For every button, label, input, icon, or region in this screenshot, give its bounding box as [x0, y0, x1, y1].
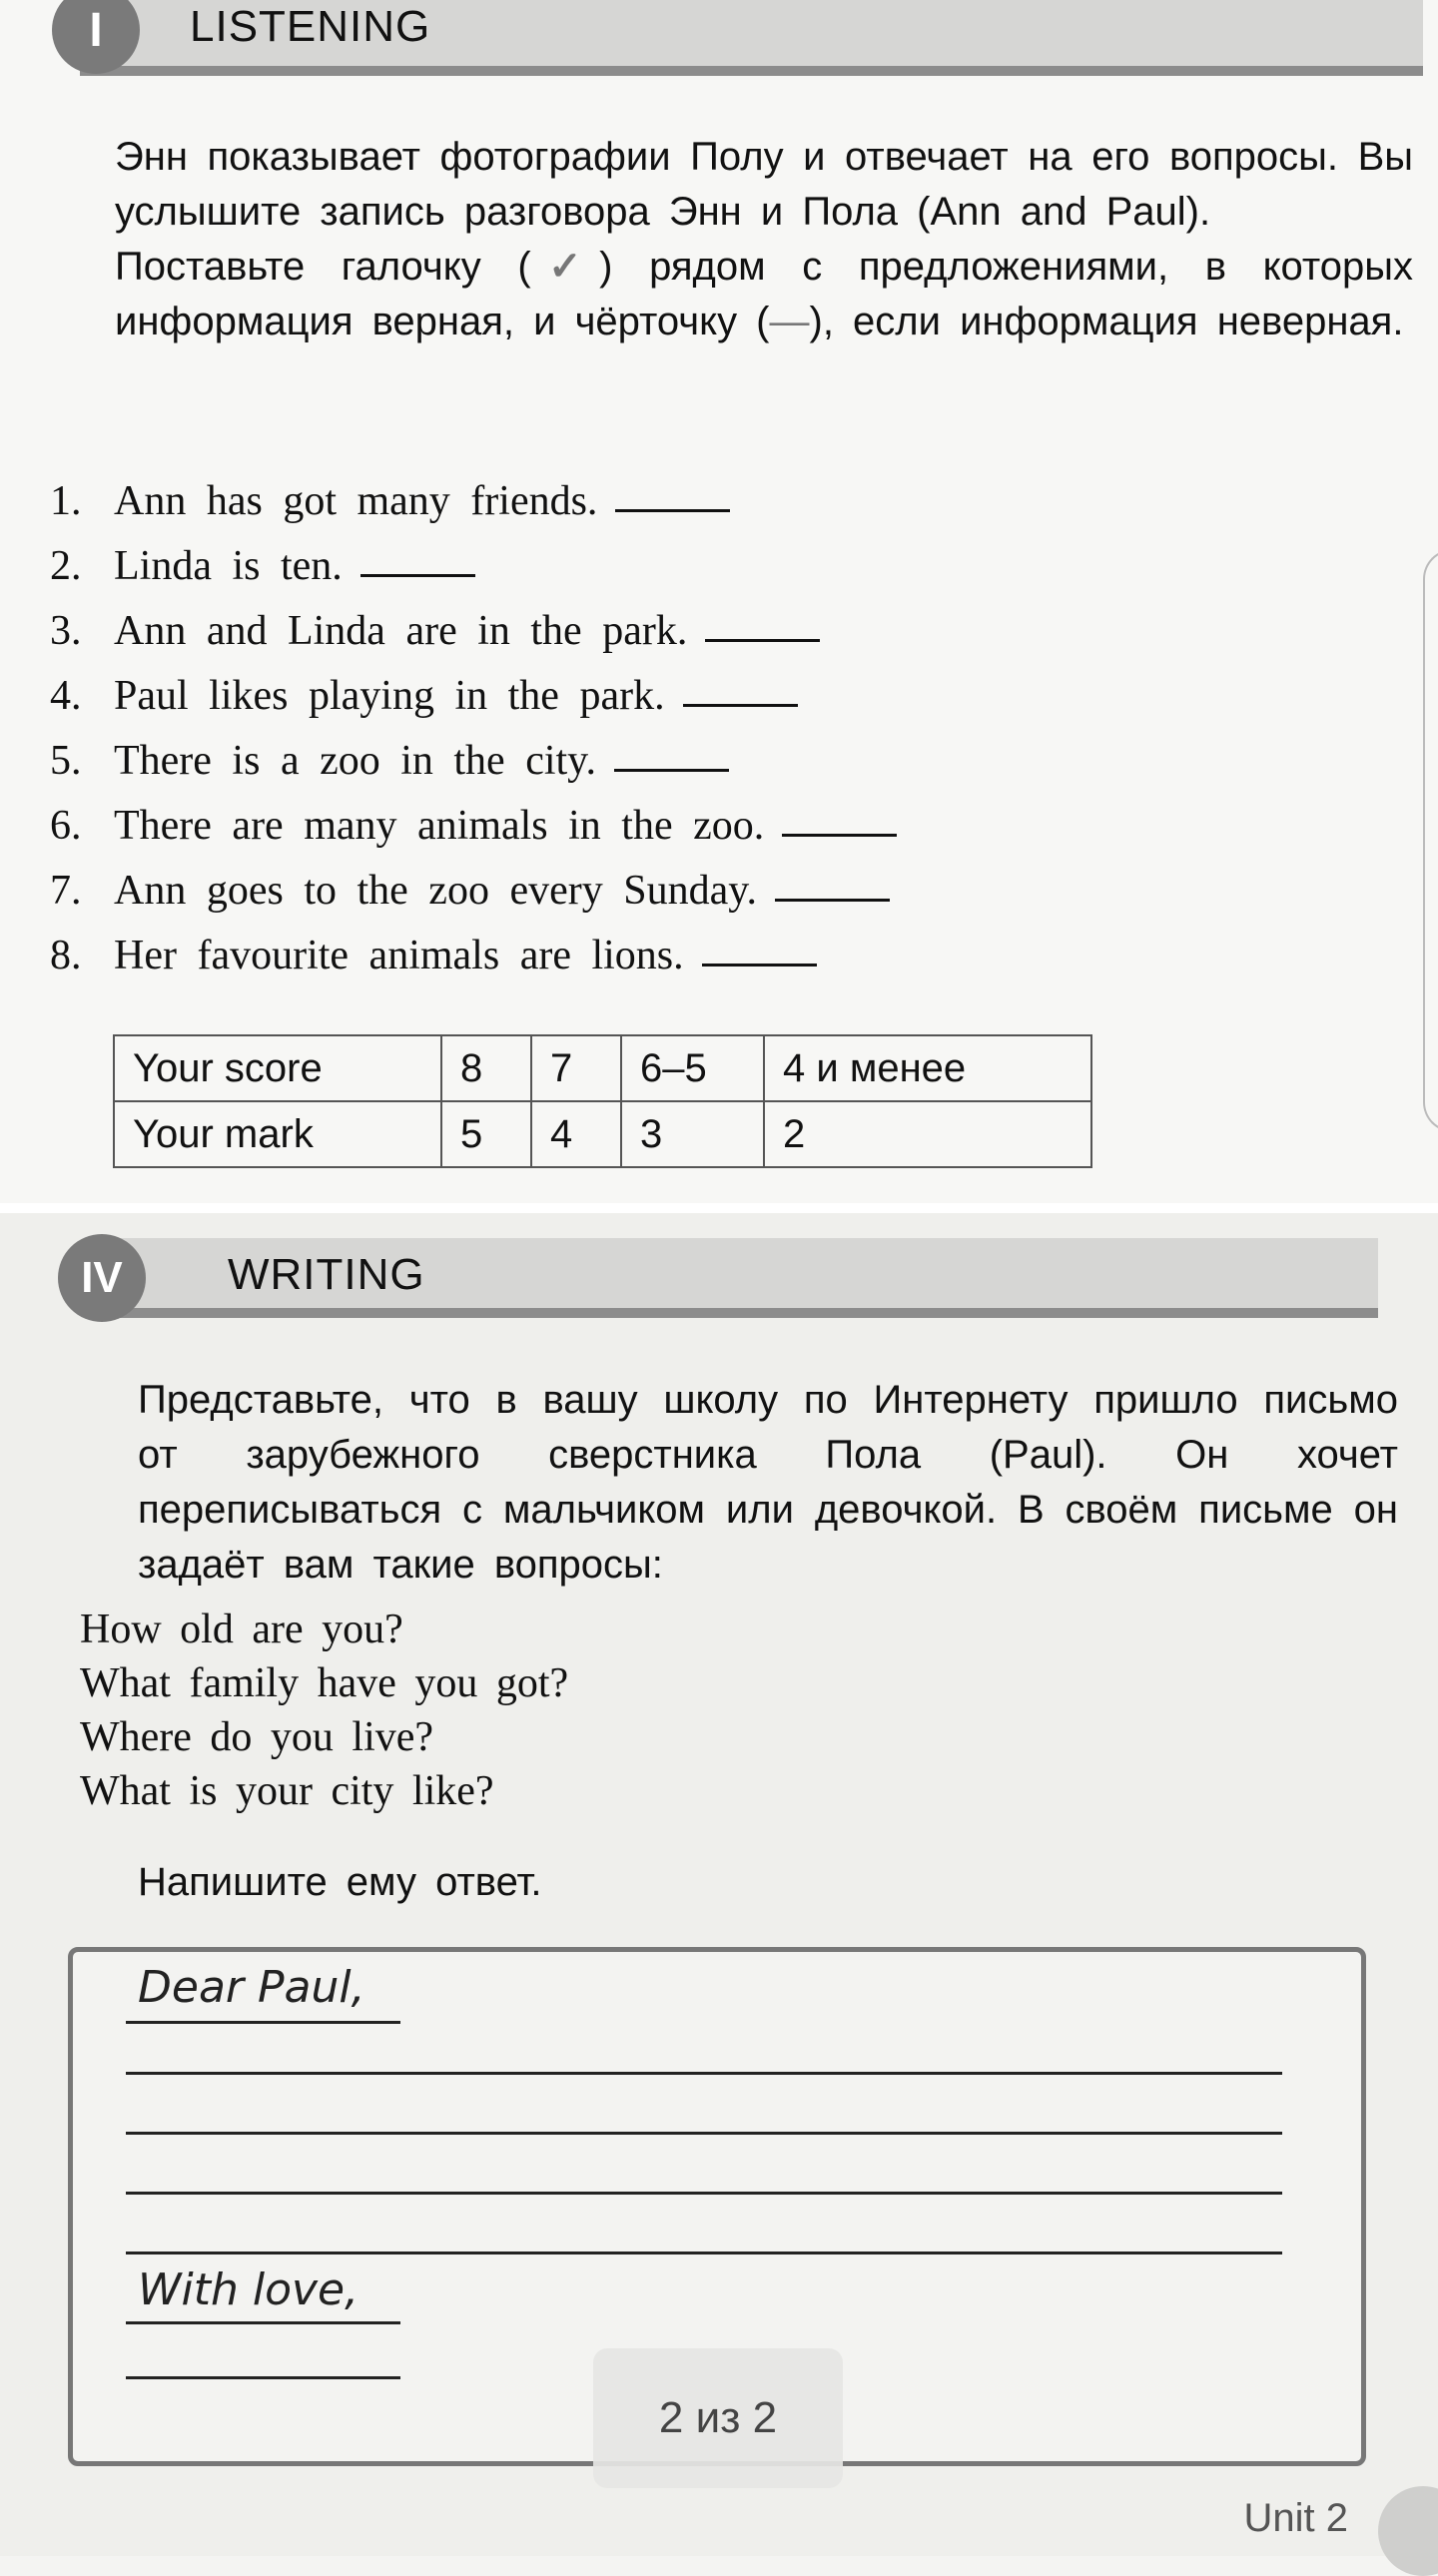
writing-task: Напишите ему ответ. — [138, 1860, 542, 1904]
table-cell: 5 — [441, 1101, 531, 1167]
table-row — [114, 1035, 1091, 1101]
item-number: 2. — [50, 543, 82, 589]
instr2-part-a: Поставьте галочку ( — [115, 245, 531, 289]
question-item: How old are you? — [80, 1607, 403, 1652]
listening-instructions-1: Энн показывает фотографии Полу и отвечает на его вопросы. Вы услышите запись разговора Энн и Пола (Ann and Paul). — [115, 135, 1413, 234]
listening-badge: I — [52, 0, 140, 74]
checkmark-icon: ✓ — [530, 245, 600, 289]
list-item — [50, 664, 1248, 729]
item-number: 8. — [50, 933, 82, 978]
list-item — [50, 924, 1248, 988]
writing-instructions-text: Представьте, что в вашу школу по Интернету пришло письмо от зарубежного сверстника Пола (Paul). Он хочет переписываться с мальчиком или девочкой. В своём письме он задаёт вам такие вопросы: — [138, 1378, 1398, 1587]
item-text: Ann has got many friends. — [114, 478, 598, 524]
question-item: What is your city like? — [80, 1768, 494, 1814]
item-text: Paul likes playing in the park. — [114, 673, 665, 719]
list-item — [50, 729, 1248, 794]
writing-line[interactable] — [126, 2192, 1282, 2195]
item-number: 3. — [50, 608, 82, 654]
answer-blank[interactable] — [614, 729, 729, 772]
writing-line[interactable] — [126, 2252, 1282, 2254]
item-text: Her favourite animals are lions. — [114, 933, 684, 978]
question-item: Where do you live? — [80, 1714, 434, 1760]
table-cell: 8 — [441, 1035, 531, 1101]
table-cell: Your mark — [114, 1101, 441, 1167]
table-cell: 3 — [621, 1101, 764, 1167]
answer-blank[interactable] — [775, 859, 890, 902]
listening-items — [50, 469, 1248, 988]
table-cell: 4 и менее — [764, 1035, 1091, 1101]
question-item: What family have you got? — [80, 1660, 569, 1706]
writing-line[interactable] — [126, 2072, 1282, 2075]
item-text: Ann goes to the zoo every Sunday. — [114, 868, 757, 914]
list-item — [50, 469, 1248, 534]
answer-blank[interactable] — [360, 534, 475, 577]
answer-blank[interactable] — [782, 794, 897, 837]
item-text: There are many animals in the zoo. — [114, 803, 765, 849]
answer-blank[interactable] — [705, 599, 820, 642]
list-item — [50, 859, 1248, 924]
closing-text: With love, — [138, 2264, 360, 2315]
table-cell: 4 — [531, 1101, 621, 1167]
table-cell: 7 — [531, 1035, 621, 1101]
greeting-text: Dear Paul, — [138, 1962, 365, 2013]
table-cell: 2 — [764, 1101, 1091, 1167]
writing-line[interactable] — [126, 2132, 1282, 2135]
closing-underline — [126, 2321, 400, 2324]
writing-header — [58, 1234, 146, 1322]
table-cell: Your score — [114, 1035, 441, 1101]
dash-icon: — — [769, 300, 810, 343]
greeting-underline — [126, 2021, 400, 2024]
item-text: Ann and Linda are in the park. — [114, 608, 688, 654]
adjacent-page-edge — [1423, 549, 1438, 1132]
listening-title: LISTENING — [190, 2, 431, 51]
item-number: 4. — [50, 673, 82, 719]
instr2-part-c: ), если информация неверная. — [809, 300, 1404, 343]
pen-pal-questions — [80, 1603, 568, 1818]
answer-blank[interactable] — [702, 924, 817, 966]
page-divider — [0, 1203, 1438, 1213]
item-number: 7. — [50, 868, 82, 914]
unit-label: Unit 2 — [1243, 2496, 1348, 2540]
list-item — [50, 534, 1248, 599]
page-counter: 2 из 2 — [593, 2348, 843, 2488]
table-cell: 6–5 — [621, 1035, 764, 1101]
item-text: There is a zoo in the city. — [114, 738, 596, 784]
signature-line[interactable] — [126, 2376, 400, 2379]
item-number: 6. — [50, 803, 82, 849]
listening-instructions — [115, 130, 1413, 349]
item-text: Linda is ten. — [114, 543, 343, 589]
writing-badge: IV — [58, 1234, 146, 1322]
writing-title: WRITING — [228, 1250, 425, 1299]
list-item — [50, 794, 1248, 859]
listening-instructions-2 — [115, 240, 1413, 349]
writing-instructions — [138, 1373, 1398, 1593]
item-number: 1. — [50, 478, 82, 524]
list-item — [50, 599, 1248, 664]
instr2-part-b: ) рядом с предложениями, в которых информация верная, и чёрточку ( — [115, 245, 1413, 343]
answer-blank[interactable] — [683, 664, 798, 707]
score-table — [113, 1034, 1092, 1168]
answer-blank[interactable] — [615, 469, 730, 512]
table-row — [114, 1101, 1091, 1167]
item-number: 5. — [50, 738, 82, 784]
